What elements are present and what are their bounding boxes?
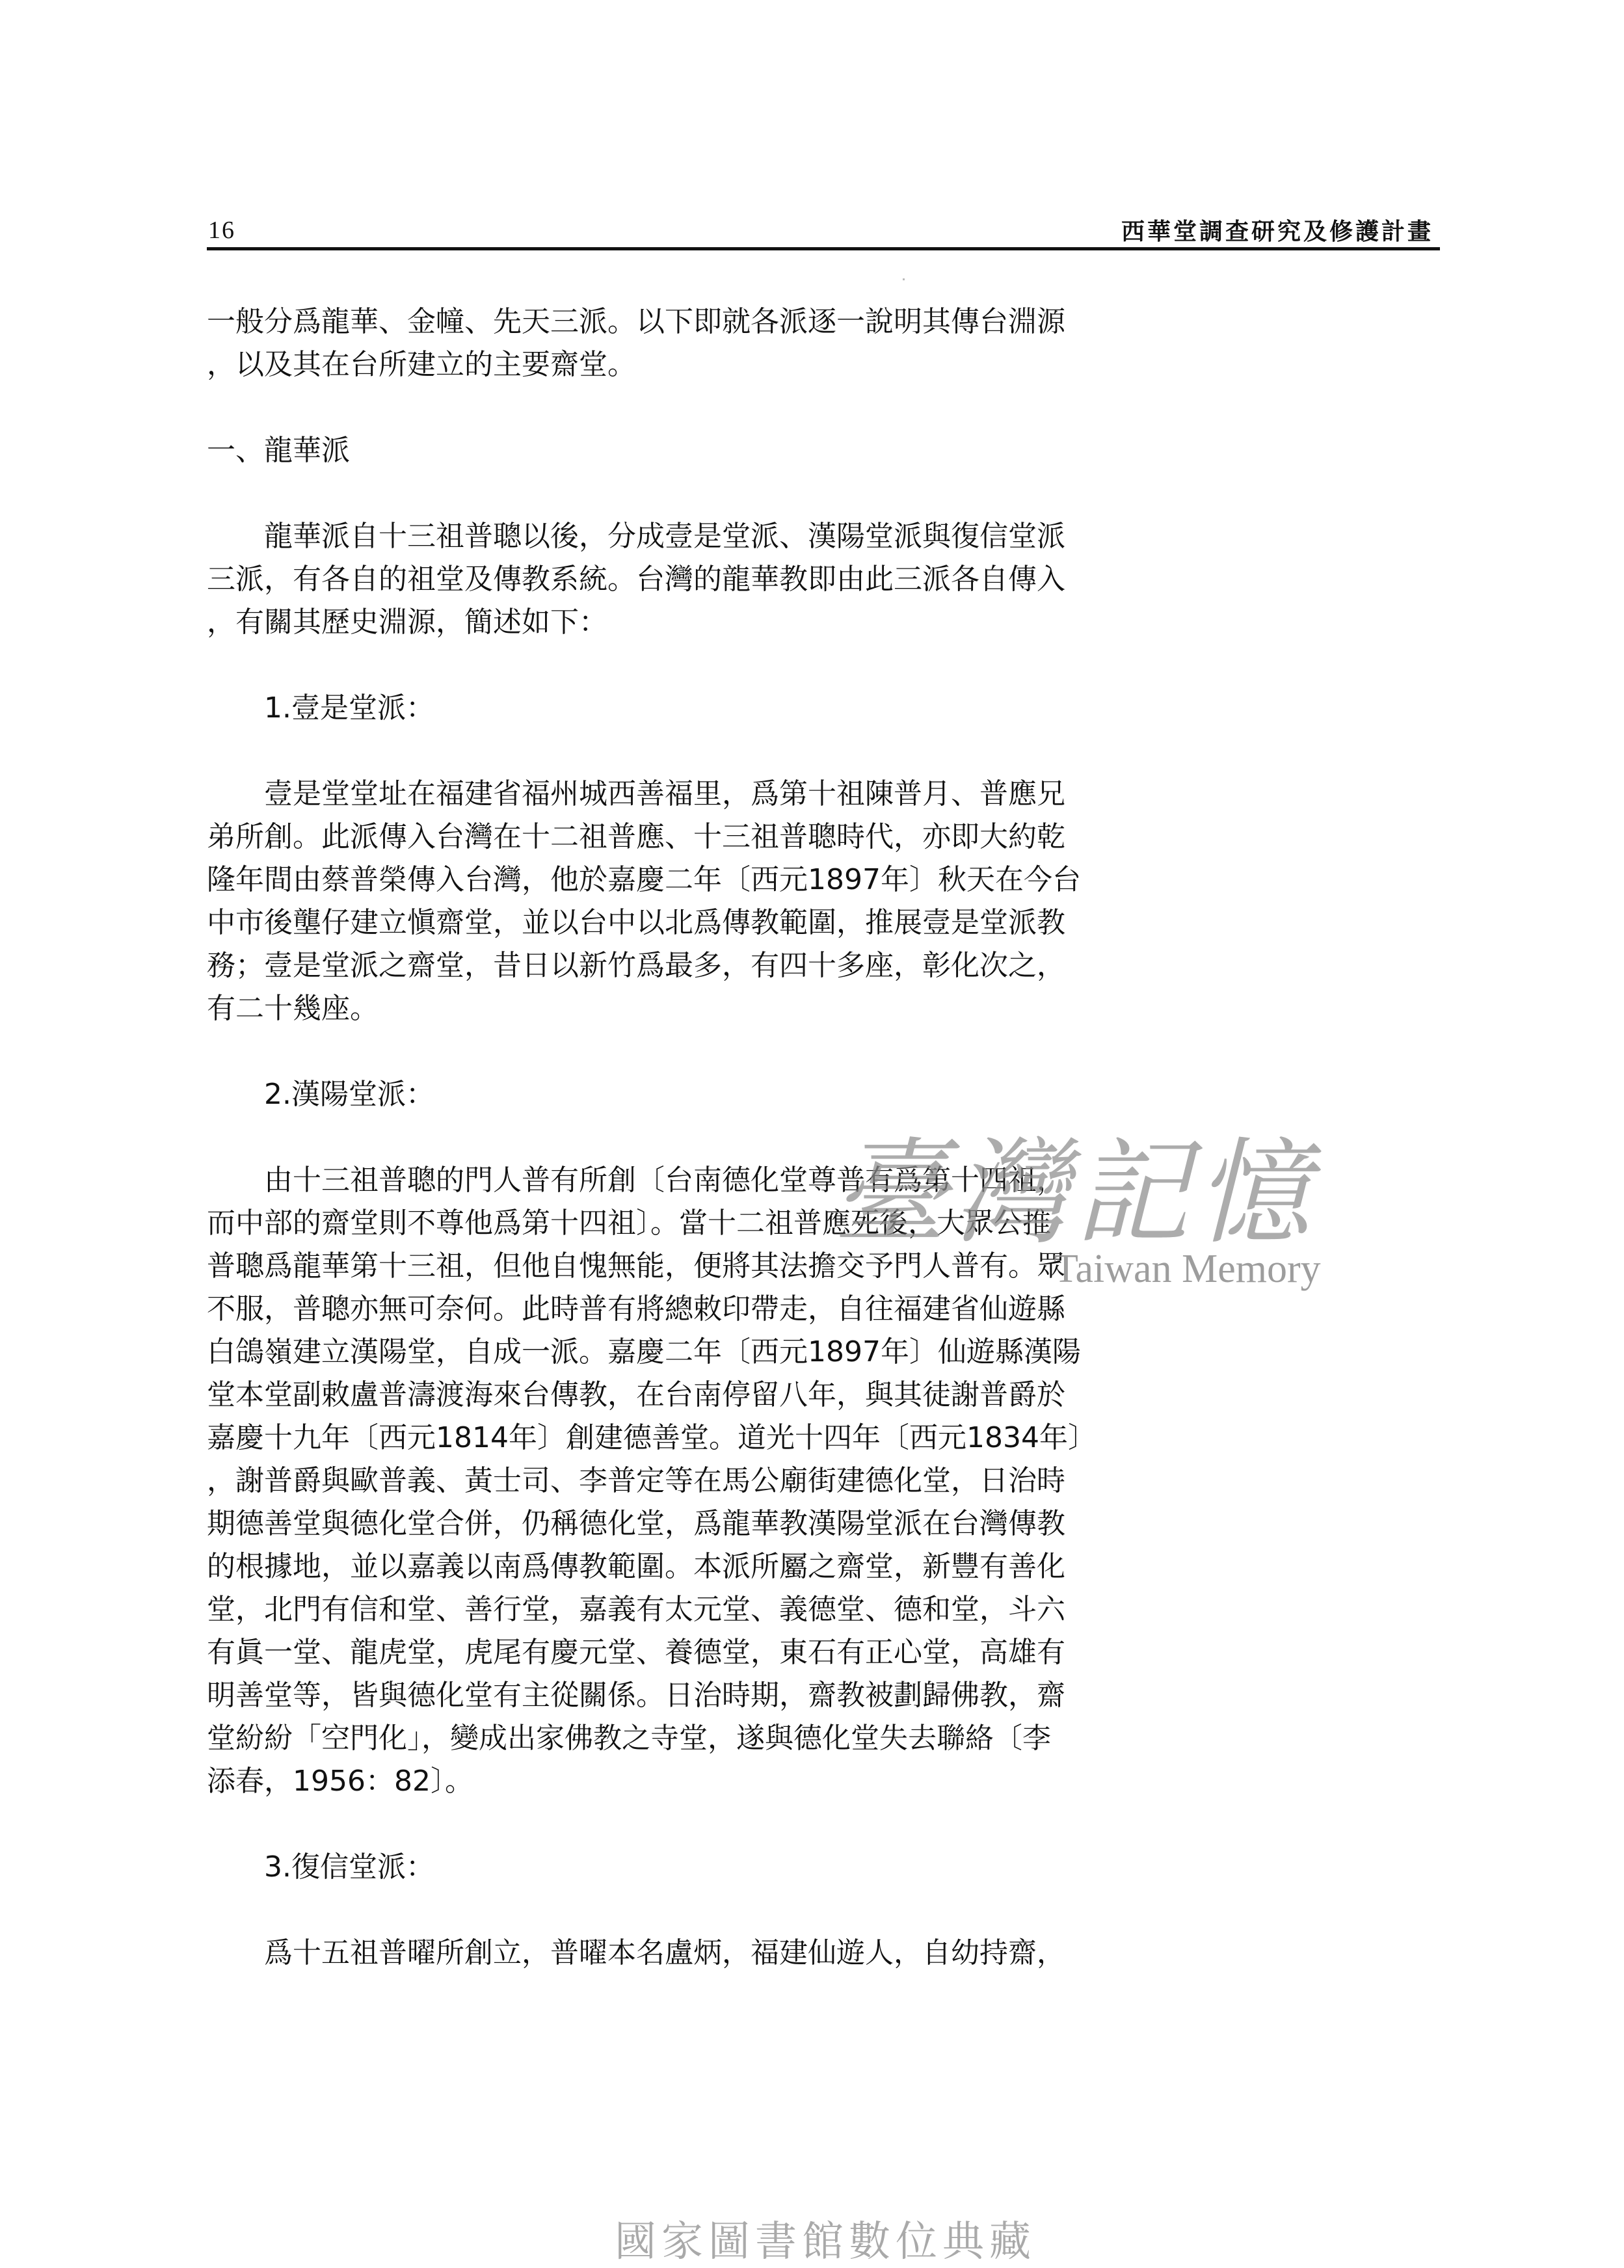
page-header bbox=[207, 207, 1440, 250]
paragraph-gap bbox=[207, 1030, 1029, 1073]
page-number: 16 bbox=[208, 217, 235, 244]
paragraph-gap bbox=[207, 1116, 1029, 1159]
text-line: 明善堂等，皆與德化堂有主從關係。日治時期，齋教被劃歸佛教，齋 bbox=[207, 1679, 1065, 1712]
running-title: 西華堂調查研究及修護計畫 bbox=[1121, 219, 1433, 245]
paragraph-gap bbox=[207, 730, 1029, 773]
section-heading: 一、龍華派 bbox=[207, 434, 350, 467]
text-line: 龍華派自十三祖普聰以後，分成壹是堂派、漢陽堂派與復信堂派 bbox=[264, 520, 1065, 553]
text-line: 弟所創。此派傳入台灣在十二祖普應、十三祖普聰時代，亦即大約乾 bbox=[207, 820, 1065, 853]
watermark-logo-text: 臺灣記憶 bbox=[832, 1127, 1317, 1260]
text-line: 嘉慶十九年〔西元1814年〕創建德善堂。道光十四年〔西元1834年〕 bbox=[207, 1421, 1097, 1454]
intro-paragraph bbox=[207, 300, 1065, 386]
text-line: 堂，北門有信和堂、善行堂，嘉義有太元堂、義德堂、德和堂，斗六 bbox=[207, 1593, 1065, 1626]
text-line: 爲十五祖普曜所創立，普曜本名盧炳，福建仙遊人，自幼持齋， bbox=[264, 1936, 1065, 1969]
text-line: 白鴿嶺建立漢陽堂，自成一派。嘉慶二年〔西元1897年〕仙遊縣漢陽 bbox=[207, 1335, 1081, 1368]
text-line: 不服，普聰亦無可奈何。此時普有將總敕印帶走，自往福建省仙遊縣 bbox=[207, 1292, 1065, 1326]
text-line: ，謝普爵與歐普義、黃士司、李普定等在馬公廟街建德化堂，日治時 bbox=[207, 1464, 1065, 1497]
text-line: 中市後壟仔建立愼齋堂，並以台中以北爲傳教範圍，推展壹是堂派教 bbox=[207, 906, 1065, 939]
paragraph-gap bbox=[207, 386, 1029, 429]
section-intro-paragraph bbox=[207, 515, 1065, 644]
subsection-paragraph bbox=[207, 773, 1081, 1030]
subsection-heading: 3.復信堂派： bbox=[264, 1850, 434, 1884]
text-line: 三派，有各自的祖堂及傳教系統。台灣的龍華教即由此三派各自傳入 bbox=[207, 563, 1065, 596]
text-line: 而中部的齋堂則不尊他爲第十四祖〕。當十二祖普應死後，大眾公推 bbox=[207, 1207, 1051, 1240]
text-line: 隆年間由蔡普榮傳入台灣，他於嘉慶二年〔西元1897年〕秋天在今台 bbox=[207, 863, 1081, 896]
text-line: 添春，1956：82〕。 bbox=[207, 1765, 473, 1798]
watermark-logo-subtitle: Taiwan Memory bbox=[1054, 1247, 1321, 1291]
text-line: 的根據地，並以嘉義以南爲傳教範圍。本派所屬之齋堂，新豐有善化 bbox=[207, 1550, 1065, 1583]
text-line: 堂本堂副敕盧普濤渡海來台傳教，在台南停留八年，與其徒謝普爵於 bbox=[207, 1378, 1065, 1411]
subsection-heading: 2.漢陽堂派： bbox=[264, 1078, 434, 1111]
paragraph-gap bbox=[207, 1803, 1029, 1846]
text-line: 壹是堂堂址在福建省福州城西善福里，爲第十祖陳普月、普應兄 bbox=[264, 777, 1065, 810]
text-line: 有眞一堂、龍虎堂，虎尾有慶元堂、養德堂，東石有正心堂，高雄有 bbox=[207, 1636, 1065, 1669]
subsection-paragraph bbox=[207, 1932, 1065, 1975]
text-line: 堂紛紛「空門化」，變成出家佛教之寺堂，遂與德化堂失去聯絡〔李 bbox=[207, 1722, 1051, 1755]
text-line: ，有關其歷史淵源，簡述如下： bbox=[207, 606, 607, 639]
subsection-paragraph bbox=[207, 1159, 1097, 1803]
text-line: 由十三祖普聰的門人普有所創〔台南德化堂尊普有爲第十四祖， bbox=[264, 1164, 1065, 1197]
scan-speck bbox=[903, 278, 905, 280]
text-line: 普聰爲龍華第十三祖，但他自愧無能，便將其法擔交予門人普有。眾 bbox=[207, 1249, 1065, 1283]
paragraph-gap bbox=[207, 644, 1029, 687]
subsection-heading: 1.壹是堂派： bbox=[264, 691, 434, 725]
text-line: 一般分爲龍華、金幢、先天三派。以下即就各派逐一說明其傳台淵源 bbox=[207, 305, 1065, 338]
text-line: 有二十幾座。 bbox=[207, 992, 379, 1025]
text-line: ，以及其在台所建立的主要齋堂。 bbox=[207, 348, 636, 381]
text-line: 期德善堂與德化堂合併，仍稱德化堂，爲龍華教漢陽堂派在台灣傳教 bbox=[207, 1507, 1065, 1540]
paragraph-gap bbox=[207, 472, 1029, 515]
paragraph-gap bbox=[207, 1889, 1029, 1932]
text-line: 務；壹是堂派之齋堂，昔日以新竹爲最多，有四十多座，彰化次之， bbox=[207, 949, 1065, 982]
footer-watermark: 國家圖書館數位典藏 bbox=[615, 2218, 1036, 2266]
